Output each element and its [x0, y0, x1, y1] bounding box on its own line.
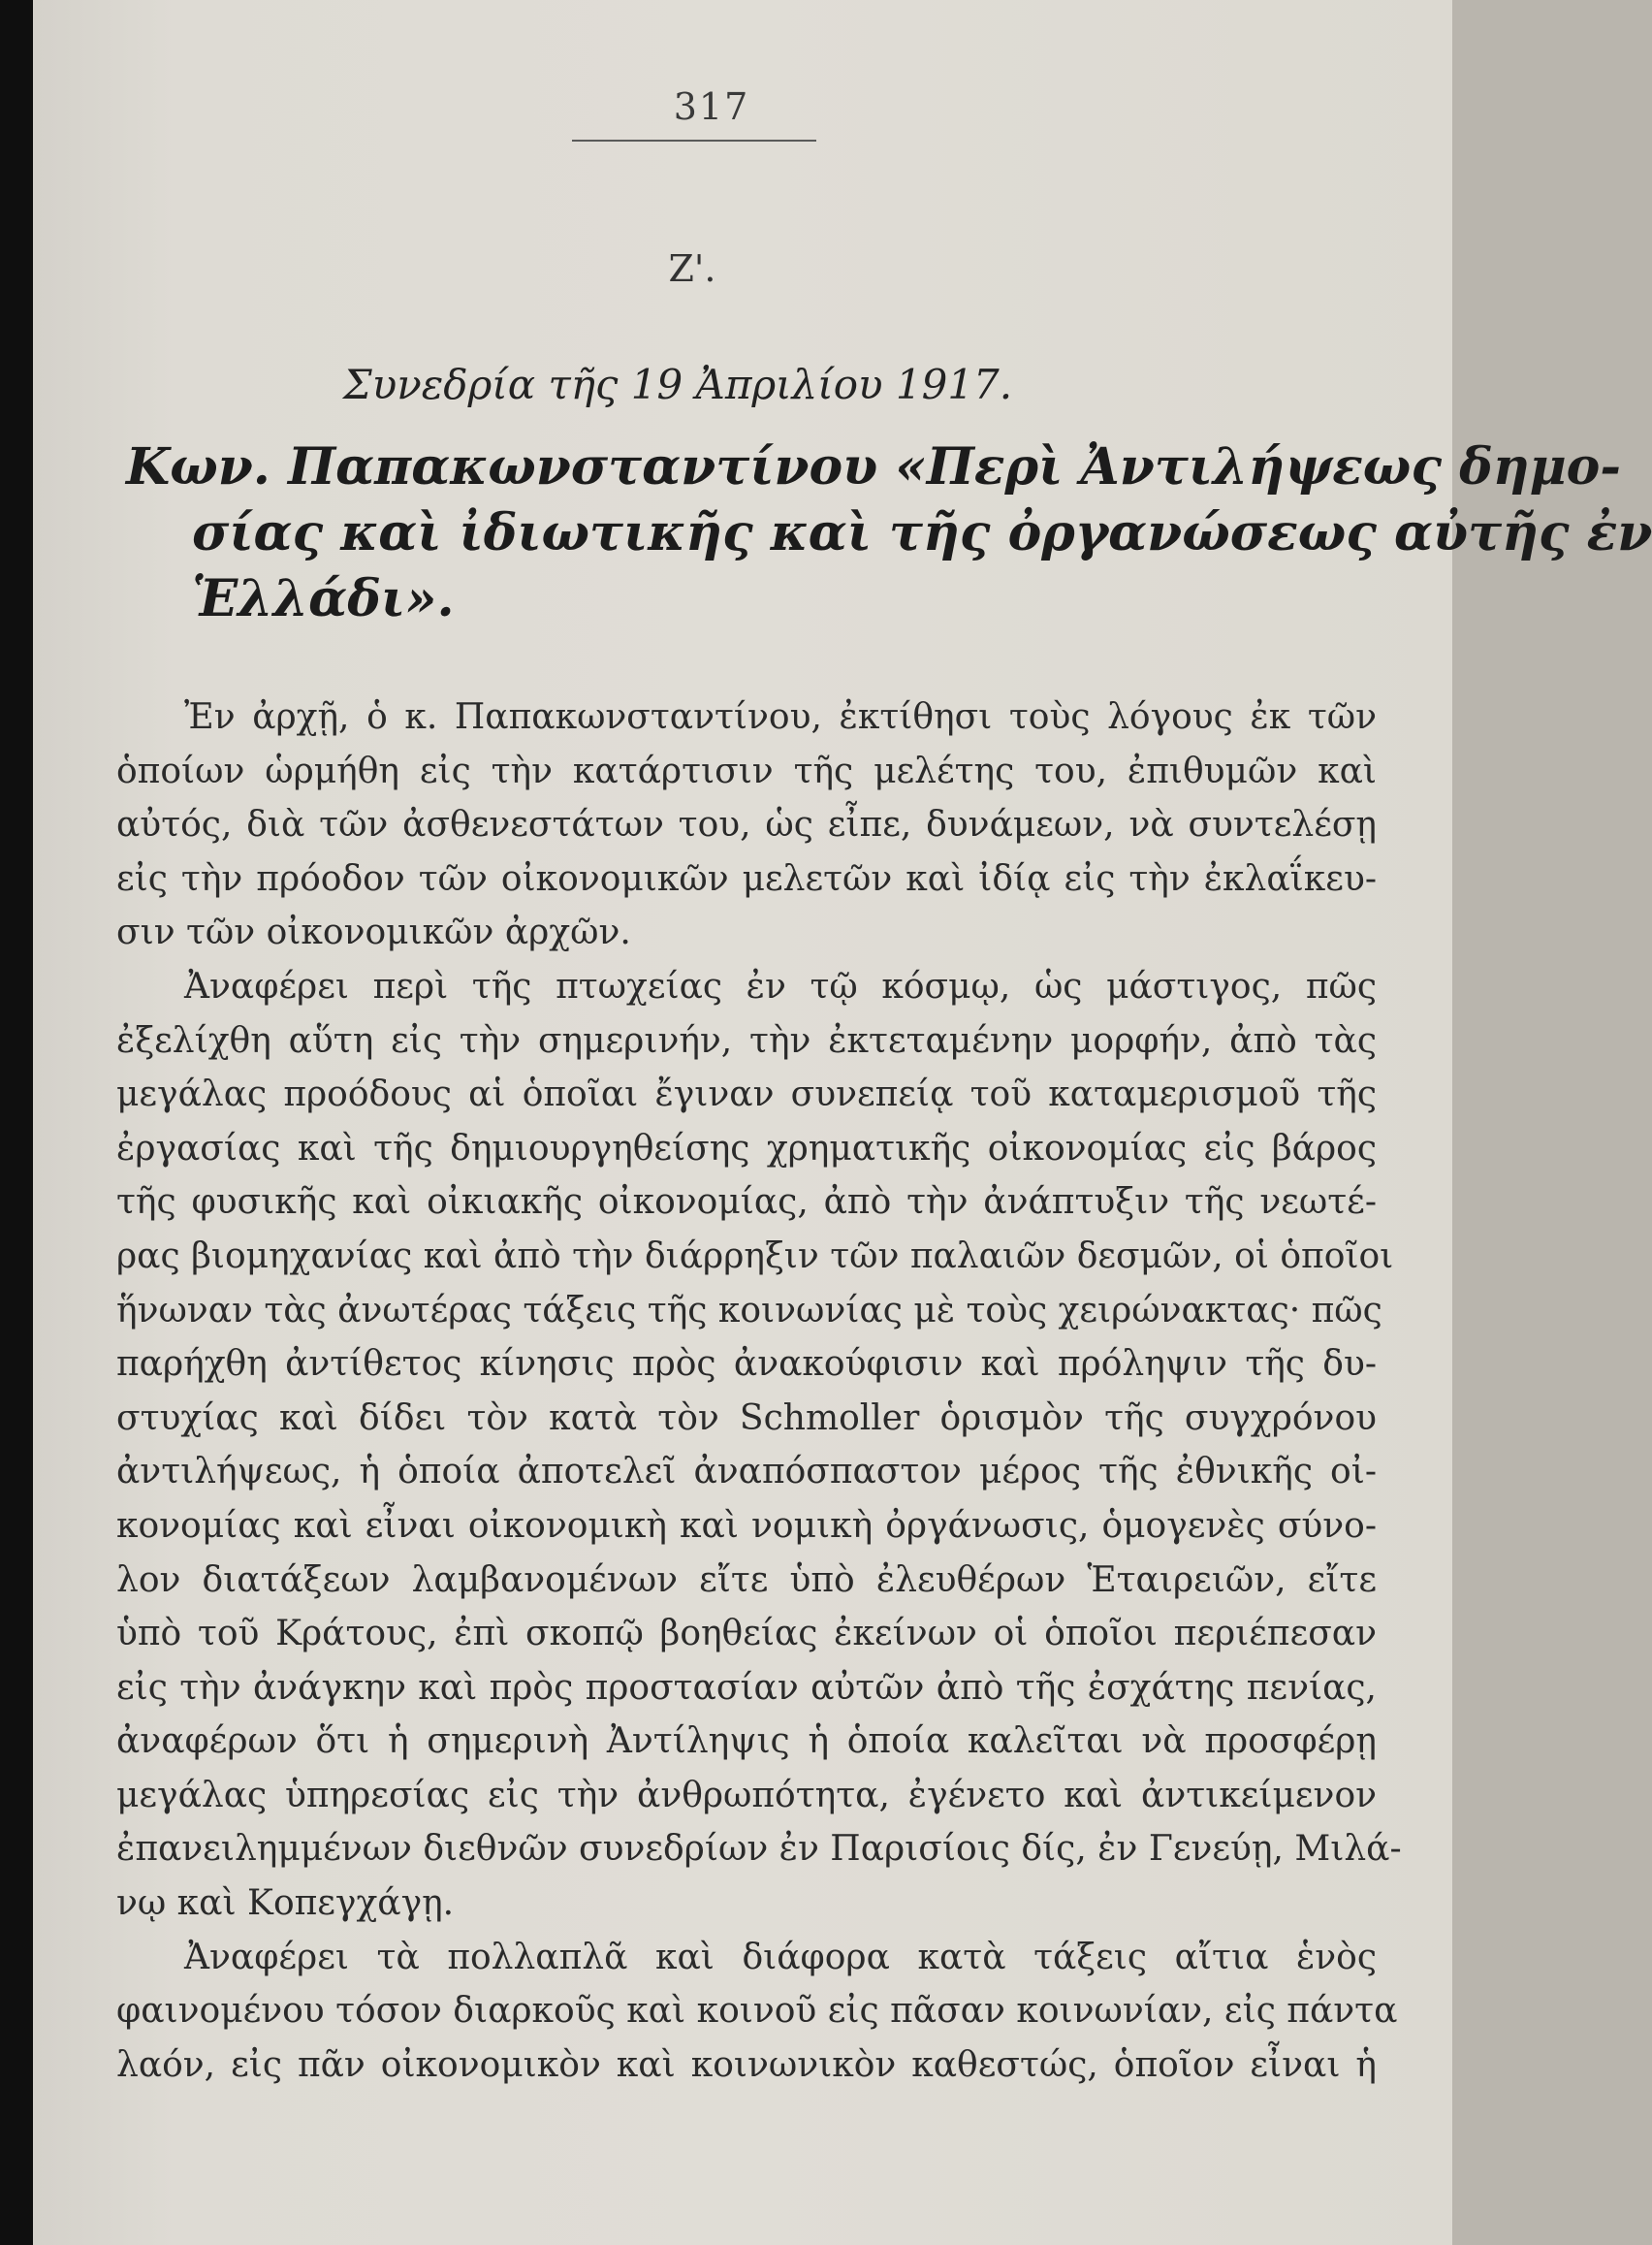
text-line: Ἐν ἀρχῇ, ὁ κ. Παπακωνσταντίνου, ἐκτίθησι τοὺς λόγους ἐκ τῶν [184, 697, 1377, 737]
text-line: εἰς τὴν ἀνάγκην καὶ πρὸς προστασίαν αὐτῶν ἀπὸ τῆς ἐσχάτης πενίας, [116, 1667, 1377, 1708]
text-line: ἀντιλήψεως, ἡ ὁποία ἀποτελεῖ ἀναπόσπαστον μέρος τῆς ἐθνικῆς οἰ- [116, 1452, 1377, 1492]
text-line: ἐπανειλημμένων διεθνῶν συνεδρίων ἐν Παρισίοις δίς, ἐν Γενεύῃ, Μιλά- [116, 1829, 1402, 1870]
title-line: σίας καὶ ἰδιωτικῆς καὶ τῆς ὀργανώσεως αὐτῆς ἐν [192, 503, 1652, 562]
title-line: Ἑλλάδι». [192, 569, 455, 628]
text-line: μεγάλας ὑπηρεσίας εἰς τὴν ἀνθρωπότητα, ἐγένετο καὶ ἀντικείμενον [116, 1775, 1377, 1815]
lecture-title [126, 434, 1652, 632]
text-line: εἰς τὴν πρόοδον τῶν οἰκονομικῶν μελετῶν καὶ ἰδίᾳ εἰς τὴν ἐκλαΐκευ- [116, 858, 1377, 899]
header-rule [572, 140, 816, 142]
text-line: ἀναφέρων ὅτι ἡ σημερινὴ Ἀντίληψις ἡ ὁποία καλεῖται νὰ προσφέρῃ [116, 1721, 1377, 1762]
text-line: τῆς φυσικῆς καὶ οἰκιακῆς οἰκονομίας, ἀπὸ τὴν ἀνάπτυξιν τῆς νεωτέ- [116, 1182, 1377, 1223]
text-line: λον διατάξεων λαμβανομένων εἴτε ὑπὸ ἐλευθέρων Ἑταιρειῶν, εἴτε [116, 1559, 1377, 1600]
text-line: στυχίας καὶ δίδει τὸν κατὰ τὸν Schmoller ὁρισμὸν τῆς συγχρόνου [116, 1397, 1377, 1438]
title-line: Κων. Παπακωνσταντίνου «Περὶ Ἀντιλήψεως δημο- [126, 437, 1621, 497]
text-line: νῳ καὶ Κοπεγχάγῃ. [116, 1883, 455, 1924]
scanned-page [33, 0, 1652, 2245]
text-line: παρήχθη ἀντίθετος κίνησις πρὸς ἀνακούφισιν καὶ πρόληψιν τῆς δυ- [116, 1344, 1377, 1385]
text-line: μεγάλας προόδους αἱ ὁποῖαι ἔγιναν συνεπείᾳ τοῦ καταμερισμοῦ τῆς [116, 1074, 1377, 1115]
body-text [116, 690, 1402, 2092]
text-line: λαόν, εἰς πᾶν οἰκονομικὸν καὶ κοινωνικὸν καθεστώς, ὁποῖον εἶναι ἡ [116, 2044, 1377, 2085]
text-line: κονομίας καὶ εἶναι οἰκονομικὴ καὶ νομικὴ ὀργάνωσις, ὁμογενὲς σύνο- [116, 1505, 1377, 1546]
text-line: φαινομένου τόσον διαρκοῦς καὶ κοινοῦ εἰς πᾶσαν κοινωνίαν, εἰς πάντα [116, 1991, 1398, 2032]
text-line: σιν τῶν οἰκονομικῶν ἀρχῶν. [116, 913, 631, 953]
text-line: ὑπὸ τοῦ Κράτους, ἐπὶ σκοπῷ βοηθείας ἐκείνων οἱ ὁποῖοι περιέπεσαν [116, 1614, 1377, 1654]
text-line: ὁποίων ὡρμήθη εἰς τὴν κατάρτισιν τῆς μελέτης του, ἐπιθυμῶν καὶ [116, 751, 1377, 791]
text-line: ἥνωναν τὰς ἀνωτέρας τάξεις τῆς κοινωνίας μὲ τοὺς χειρώνακτας· πῶς [116, 1290, 1382, 1331]
text-line: ρας βιομηχανίας καὶ ἀπὸ τὴν διάρρηξιν τῶν παλαιῶν δεσμῶν, οἱ ὁποῖοι [116, 1235, 1394, 1276]
text-line: Ἀναφέρει περὶ τῆς πτωχείας ἐν τῷ κόσμῳ, ὡς μάστιγος, πῶς [184, 966, 1377, 1007]
book-binding-edge [0, 0, 33, 2245]
section-number: Ζ'. [668, 247, 716, 290]
text-line: αὐτός, διὰ τῶν ἀσθενεστάτων του, ὡς εἶπε, δυνάμεων, νὰ συντελέσῃ [116, 805, 1377, 846]
page-number: 317 [673, 85, 750, 128]
text-line: Ἀναφέρει τὰ πολλαπλᾶ καὶ διάφορα κατὰ τάξεις αἴτια ἑνὸς [184, 1937, 1377, 1977]
session-heading: Συνεδρία τῆς 19 Ἀπριλίου 1917. [343, 361, 1013, 408]
text-line: ἐργασίας καὶ τῆς δημιουργηθείσης χρηματικῆς οἰκονομίας εἰς βάρος [116, 1128, 1377, 1169]
text-line: ἐξελίχθη αὕτη εἰς τὴν σημερινήν, τὴν ἐκτεταμένην μορφήν, ἀπὸ τὰς [116, 1020, 1377, 1061]
